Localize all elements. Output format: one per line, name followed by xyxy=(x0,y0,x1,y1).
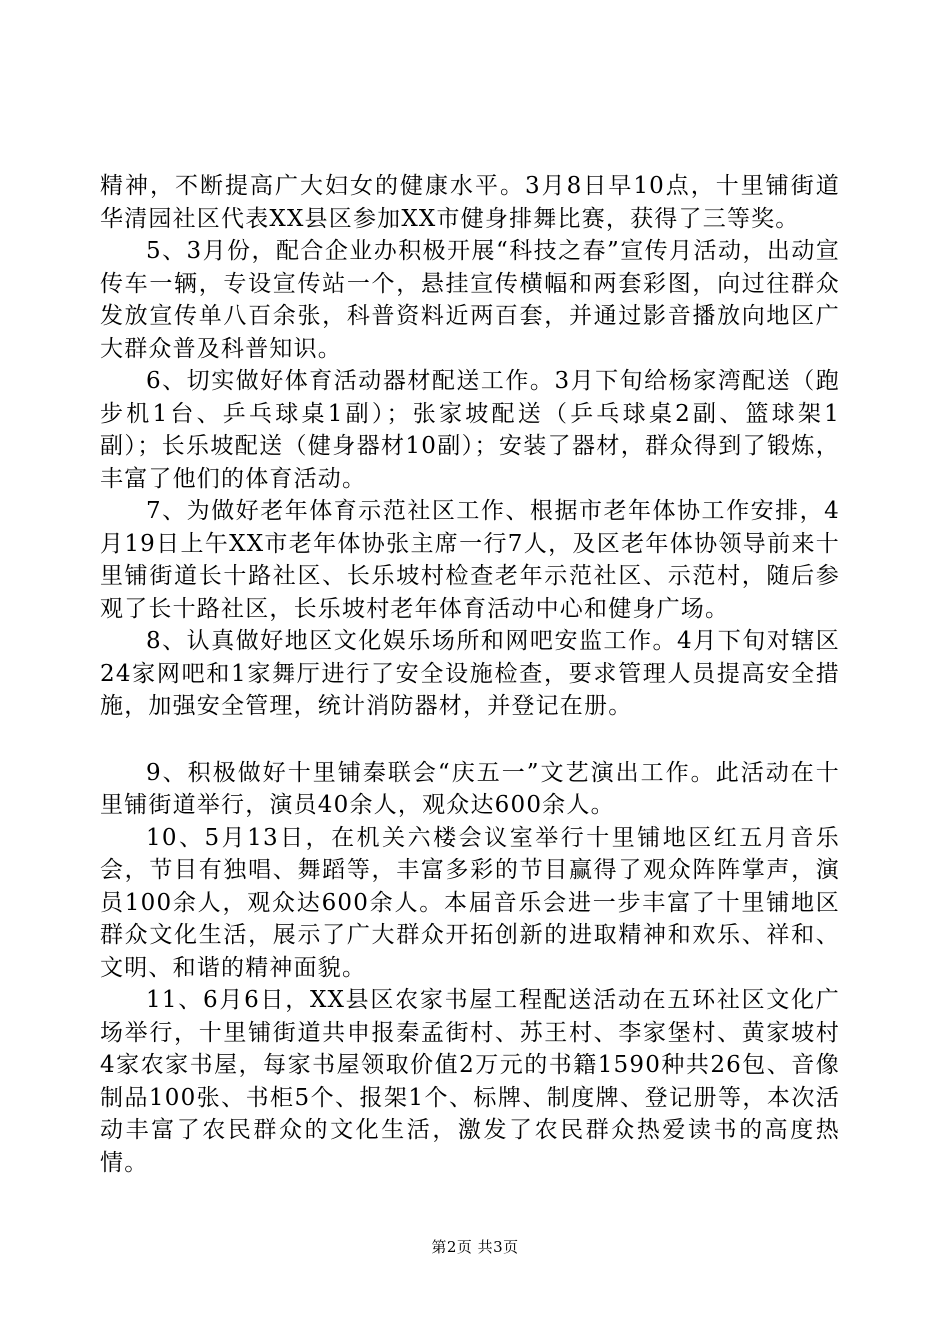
paragraph-item-5: 5、3月份，配合企业办积极开展“科技之春”宣传月活动，出动宣传车一辆，专设宣传站一个，悬挂宣传横幅和两套彩图，向过往群众发放宣传单八百余张，科普资料近两百套，并通过影音播放向地区广大群众普及科普知识。 xyxy=(100,238,840,362)
paragraph-item-11: 11、6月6日，XX县区农家书屋工程配送活动在五环社区文化广场举行，十里铺街道共申报秦孟街村、苏王村、李家堡村、黄家坡村4家农家书屋，每家书屋领取价值2万元的书籍1590种共26包、音像制品100张、书柜5个、报架1个、标牌、制度牌、登记册等，本次活动丰富了农民群众的文化生活，激发了农民群众热爱读书的高度热情。 xyxy=(100,987,840,1176)
paragraph-item-8: 8、认真做好地区文化娱乐场所和网吧安监工作。4月下旬对辖区24家网吧和1家舞厅进行了安全设施检查，要求管理人员提高安全措施，加强安全管理，统计消防器材，并登记在册。 xyxy=(100,628,840,719)
paragraph-continuation: 精神，不断提高广大妇女的健康水平。3月8日早10点，十里铺街道华清园社区代表XX县区参加XX市健身排舞比赛，获得了三等奖。 xyxy=(100,173,840,232)
paragraph-item-10: 10、5月13日，在机关六楼会议室举行十里铺地区红五月音乐会，节目有独唱、舞蹈等，丰富多彩的节目赢得了观众阵阵掌声，演员100余人，观众达600余人。本届音乐会进一步丰富了十里铺地区群众文化生活，展示了广大群众开拓创新的进取精神和欢乐、祥和、文明、和谐的精神面貌。 xyxy=(100,824,840,981)
paragraph-item-7: 7、为做好老年体育示范社区工作、根据市老年体协工作安排，4月19日上午XX市老年体协张主席一行7人，及区老年体协领导前来十里铺街道长十路社区、长乐坡村检查老年示范社区、示范村，随后参观了长十路社区，长乐坡村老年体育活动中心和健身广场。 xyxy=(100,498,840,622)
document-body xyxy=(100,170,840,1179)
paragraph-item-9: 9、积极做好十里铺秦联会“庆五一”文艺演出工作。此活动在十里铺街道举行，演员40余人，观众达600余人。 xyxy=(100,759,840,818)
page-footer xyxy=(0,1236,950,1257)
paragraph-item-6: 6、切实做好体育活动器材配送工作。3月下旬给杨家湾配送（跑步机1台、乒乓球桌1副）；张家坡配送（乒乓球桌2副、篮球架1副）；长乐坡配送（健身器材10副）；安装了器材，群众得到了锻炼，丰富了他们的体育活动。 xyxy=(100,368,840,492)
page-number-label: 第2页 共3页 xyxy=(431,1238,519,1256)
